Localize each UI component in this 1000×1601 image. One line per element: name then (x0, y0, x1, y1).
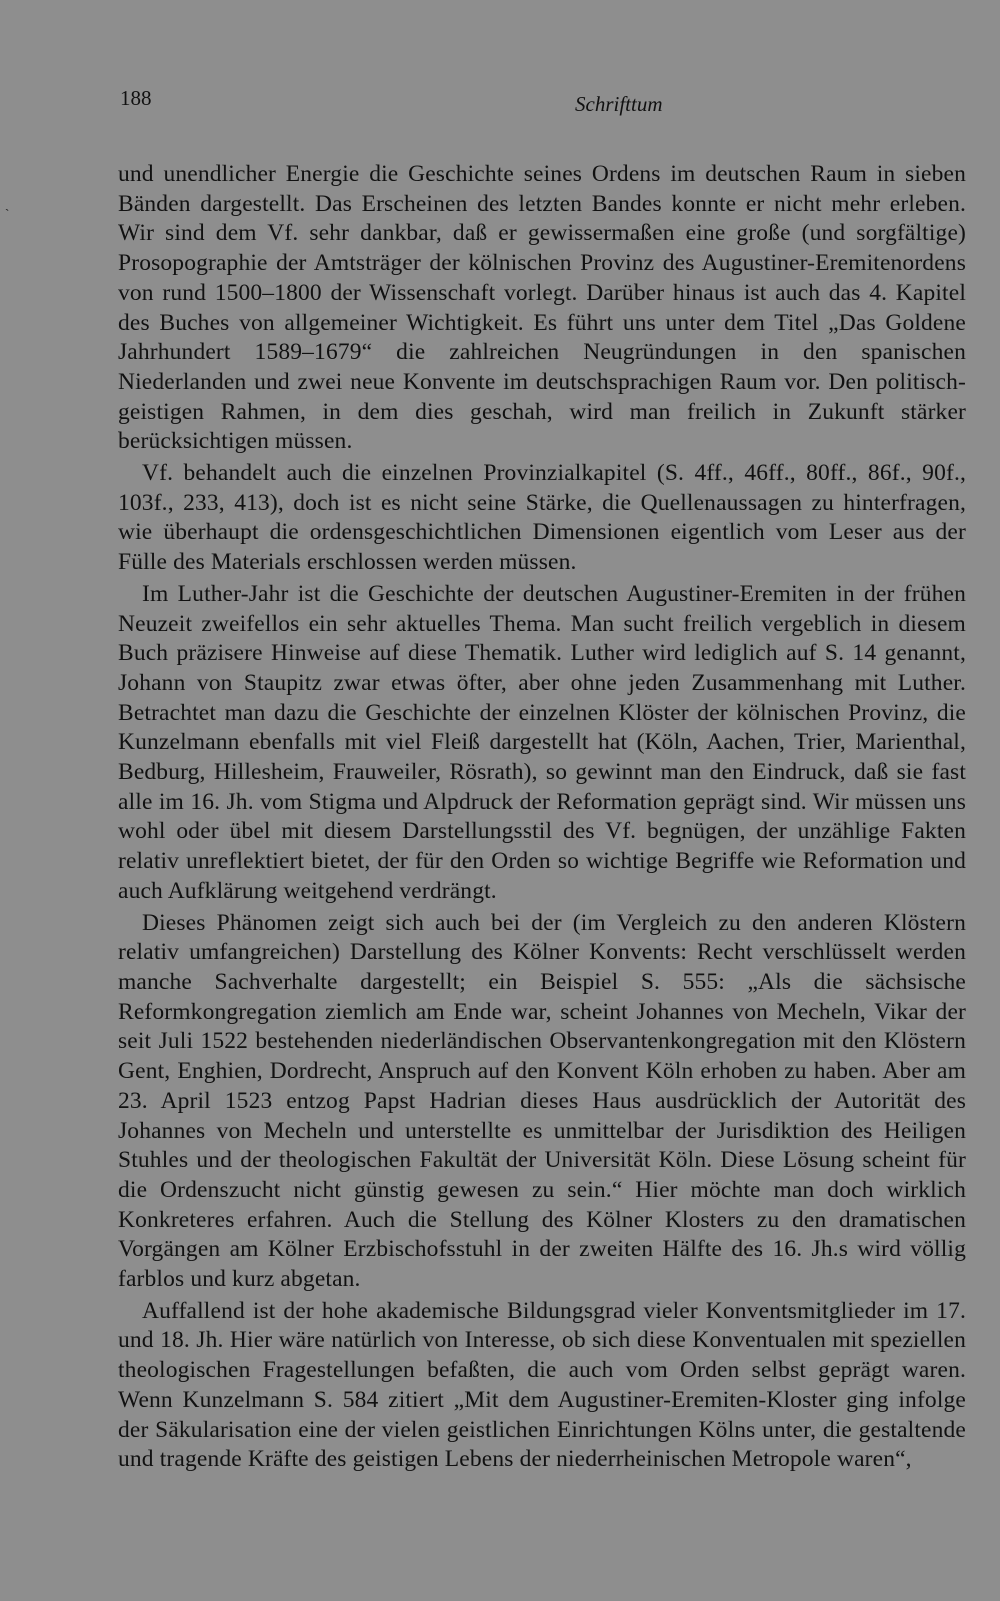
paragraph-5: Auffallend ist der hohe akademische Bildungsgrad vieler Konventsmitglieder im 17. und 18. Jh. Hier wäre natürlich von Interesse, ob sich diese Konventualen mit speziellen theologischen Fragestellungen befaßten, die auch vom Orden selbst geprägt waren. Wenn Kunzelmann S. 584 zitiert „Mit dem Augustiner-Eremiten-Kloster ging infolge der Säkularisation eine der vielen geistlichen Einrichtungen Kölns unter, die gestaltende und tragende Kräfte des geistigen Lebens der niederrheinischen Metropole waren“, (118, 1297, 966, 1473)
body-text (118, 160, 966, 1475)
paragraph-1: und unendlicher Energie die Geschichte seines Ordens im deutschen Raum in sieben Bänden dargestellt. Das Erscheinen des letzten Bandes konnte er nicht mehr erleben. Wir sind dem Vf. sehr dankbar, daß er gewissermaßen eine große (und sorgfältige) Prosopographie der Amtsträger der kölnischen Provinz des Augustiner-Eremitenordens von rund 1500–1800 der Wissenschaft vorlegt. Darüber hinaus ist auch das 4. Kapitel des Buches von allgemeiner Wichtigkeit. Es führt uns unter dem Titel „Das Goldene Jahrhundert 1589–1679“ die zahlreichen Neugründungen in den spanischen Niederlanden und zwei neue Konvente im deutschsprachigen Raum vor. Den politisch-geistigen Rahmen, in dem dies geschah, wird man freilich in Zukunft stärker berücksichtigen müssen. (118, 161, 966, 455)
paragraph-4: Dieses Phänomen zeigt sich auch bei der (im Vergleich zu den anderen Klöstern relativ umfangreichen) Darstellung des Kölner Konvents: Recht verschlüsselt werden manche Sachverhalte dargestellt; ein Beispiel S. 555: „Als die sächsische Reformkongregation ziemlich am Ende war, scheint Johannes von Mecheln, Vikar der seit Juli 1522 bestehenden niederländischen Observantenkongregation mit den Klöstern Gent, Enghien, Dordrecht, Anspruch auf den Konvent Köln erhoben zu haben. Aber am 23. April 1523 entzog Papst Hadrian dieses Haus ausdrücklich der Autorität des Johannes von Mecheln und unterstellte es unmittelbar der Jurisdiktion des Heiligen Stuhles und der theologischen Fakultät der Universität Köln. Diese Lösung scheint für die Ordenszucht nicht günstig gewesen zu sein.“ Hier möchte man doch wirklich Konkreteres erfahren. Auch die Stellung des Kölner Klosters zu den dramatischen Vorgängen am Kölner Erzbischofsstuhl in der zweiten Hälfte des 16. Jh.s wird völlig farblos und kurz abgetan. (118, 909, 966, 1293)
stray-mark: ` (5, 206, 10, 221)
section-title: Schrifttum (575, 92, 663, 116)
page-number: 188 (120, 86, 152, 110)
paragraph-2: Vf. behandelt auch die einzelnen Provinzialkapitel (S. 4ff., 46ff., 80ff., 86f., 90f., 103f., 233, 413), doch ist es nicht seine Stärke, die Quellenaussagen zu hinterfragen, wie überhaupt die ordensgeschichtlichen Dimensionen eigentlich vom Leser aus der Fülle des Materials erschlossen werden müssen. (118, 460, 966, 576)
paragraph-3: Im Luther-Jahr ist die Geschichte der deutschen Augustiner-Eremiten in der frühen Neuzeit zweifellos ein sehr aktuelles Thema. Man sucht freilich vergeblich in diesem Buch präzisere Hinweise auf diese Thematik. Luther wird lediglich auf S. 14 genannt, Johann von Staupitz zwar etwas öfter, aber ohne jeden Zusammenhang mit Luther. Betrachtet man dazu die Geschichte der einzelnen Klöster der kölnischen Provinz, die Kunzelmann ebenfalls mit viel Fleiß dargestellt hat (Köln, Aachen, Trier, Marienthal, Bedburg, Hillesheim, Frauweiler, Rösrath), so gewinnt man den Eindruck, daß sie fast alle im 16. Jh. vom Stigma und Alpdruck der Reformation geprägt sind. Wir müssen uns wohl oder übel mit diesem Darstellungsstil des Vf. begnügen, der unzählige Fakten relativ unreflektiert bietet, der für den Orden so wichtige Begriffe wie Reformation und auch Aufklärung weitgehend verdrängt. (118, 580, 966, 904)
running-head (120, 86, 680, 120)
